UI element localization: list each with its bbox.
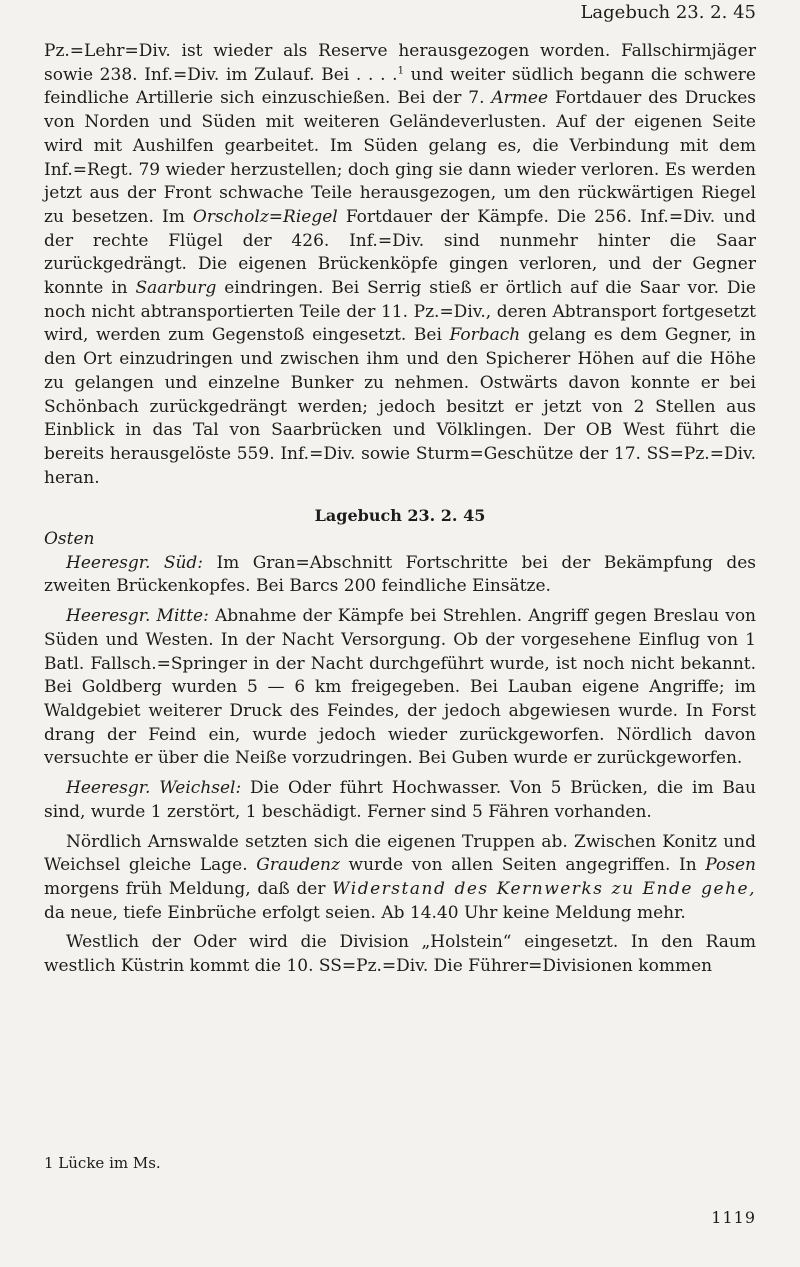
text-span: gelang es dem Gegner, in den Ort einzudringen und zwischen ihm und den Spicherer Höhen auf die Höhe zu gelangen und einzelne Bunker zu nehmen. Ostwärts davon konnte er bei Schönbach zurückgedrängt werden; jedoch besitzt er jetzt von 2 Stellen aus Einblick in das Tal von Saarbrücken und Völklingen. Der OB West führt die bereits herausgelöste 559. Inf.=Div. sowie Sturm=Geschütze der 17. SS=Pz.=Div. heran. <box>44 325 756 488</box>
text-span: morgens früh Meldung, daß der <box>44 878 333 899</box>
page-number: 1119 <box>711 1208 756 1227</box>
paragraph-heeresgr-sued <box>44 552 756 599</box>
text-span: Nördlich Arnswalde setzten sich die eigenen Truppen ab. Zwischen Konitz und Weichsel gleiche Lage. <box>44 831 756 876</box>
text-span: Abnahme der Kämpfe bei Strehlen. Angriff gegen Breslau von Süden und Westen. In der Nacht Versorgung. Ob der vorgesehene Einflug von 1 Batl. Fallsch.=Springer in der Nacht durchgeführt wurde, ist noch nicht bekannt. Bei Goldberg wurden 5 — 6 km freigegeben. Bei Lauban eigene Angriffe; im Waldgebiet weiterer Druck des Feindes, der jedoch abgewiesen wurde. In Forst drang der Feind ein, wurde jedoch wieder zurückgeworfen. Nördlich davon versuchte er über die Neiße vorzudringen. Bei Guben wurde er zurückgeworfen. <box>44 606 757 769</box>
paragraph-oder: Westlich der Oder wird die Division „Holstein“ eingesetzt. In den Raum westlich Küstrin kommt die 10. SS=Pz.=Div. Die Führer=Divisionen kommen <box>44 932 756 977</box>
text-span: da neue, tiefe Einbrüche erfolgt seien. Ab 14.40 Uhr keine Meldung mehr. <box>44 902 686 923</box>
text-span: eindringen. Bei Serrig stieß er örtlich auf die Saar vor. Die noch nicht abtransportierten Teile der 11. Pz.=Div., deren Abtransport fortgesetzt wird, werden zum Gegenstoß eingesetzt. Bei <box>44 278 756 346</box>
text-span: Pz.=Lehr=Div. ist wieder als Reserve herausgezogen worden. Fallschirmjäger sowie 238. Inf.=Div. im Zulauf. Bei . . . . <box>44 41 756 85</box>
army-group-label: Heeresgr. Mitte: <box>66 606 209 627</box>
italic-term: Graudenz <box>256 855 340 876</box>
text-span: Fortdauer der Kämpfe. Die 256. Inf.=Div. und der rechte Flügel der 426. Inf.=Div. sind nunmehr hinter die Saar zurückgedrängt. Die eigenen Brückenköpfe gingen verloren, und der Gegner konnte in <box>44 206 756 299</box>
running-head: Lagebuch 23. 2. 45 <box>580 2 756 23</box>
italic-term: Posen <box>705 855 756 876</box>
text-span: Die Oder führt Hochwasser. Von 5 Brücken, die im Bau sind, wurde 1 zerstört, 1 beschädigt. Ferner sind 5 Fähren vorhanden. <box>44 778 756 822</box>
text-span: und weiter südlich begann die schwere feindliche Artillerie sich einzuschießen. Bei der 7. <box>44 64 756 109</box>
italic-term: Widerstand des Kernwerks zu Ende gehe, <box>332 878 756 899</box>
paragraph-heeresgr-weichsel <box>44 777 756 824</box>
paragraph-west-front <box>44 40 756 490</box>
text-span: Fortdauer des Druckes von Norden und Süden mit weiteren Geländeverlusten. Auf der eigenen Seite wird mit Aushilfen gearbeitet. Im Süden gelang es, die Verbindung mit dem Inf.=Regt. 79 wieder herzustellen; doch ging sie dann wieder verloren. Es werden jetzt aus der Front schwache Teile herausgezogen, um den rückwärtigen Riegel zu besetzen. Im <box>44 88 757 227</box>
paragraph-heeresgr-mitte <box>44 605 756 771</box>
italic-term: Forbach <box>449 325 521 346</box>
italic-term: Orscholz=Riegel <box>192 206 338 227</box>
italic-term: Armee <box>491 88 549 109</box>
army-group-label: Heeresgr. Süd: <box>66 552 204 573</box>
italic-term: Saarburg <box>135 278 217 299</box>
army-group-label: Heeresgr. Weichsel: <box>66 778 242 799</box>
body-text <box>44 40 756 979</box>
footnote-ref: 1 <box>397 65 404 77</box>
footnote: 1 Lücke im Ms. <box>44 1154 161 1172</box>
region-heading: Osten <box>44 529 95 550</box>
section-heading: Lagebuch 23. 2. 45 <box>314 506 486 526</box>
paragraph-arnswalde <box>44 831 756 926</box>
book-page <box>44 0 756 1267</box>
text-span: wurde von allen Seiten angegriffen. In <box>339 855 706 876</box>
text-span: Im Gran=Abschnitt Fortschritte bei der Bekämpfung des zweiten Brückenkopfes. Bei Barcs 200 feindliche Einsätze. <box>44 552 756 597</box>
